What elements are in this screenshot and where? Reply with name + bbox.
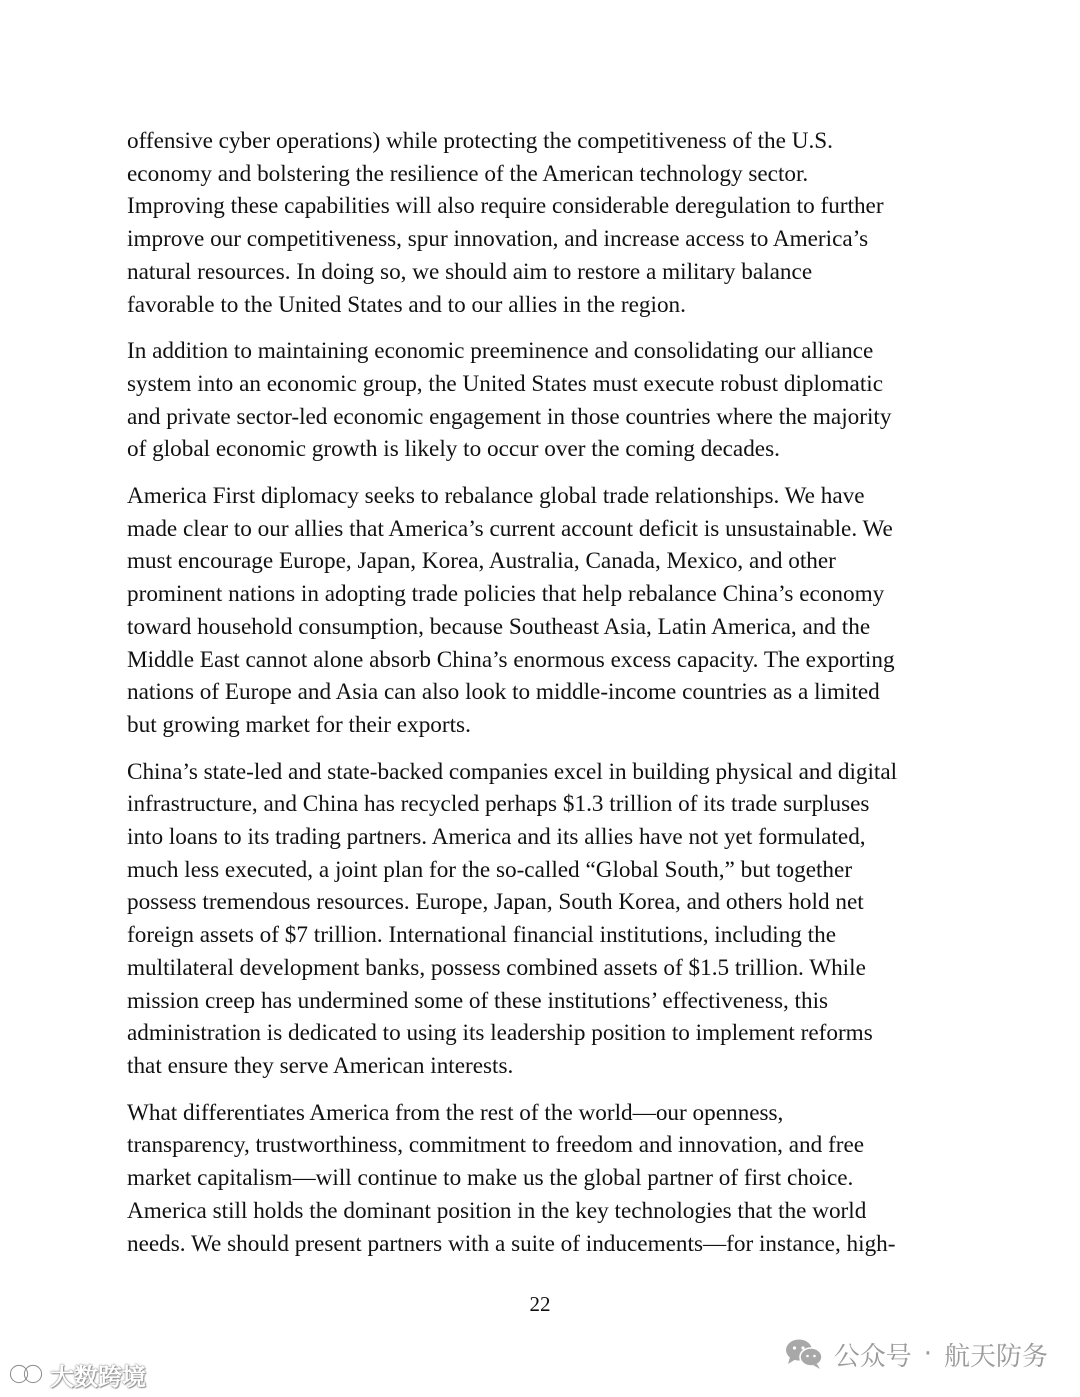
text-line: transparency, trustworthiness, commitment to freedom and innovation, and free (127, 1132, 865, 1159)
text-line: needs. We should present partners with a suite of inducements—for instance, high- (127, 1230, 896, 1257)
dashujuajing-logo-icon (8, 1360, 44, 1388)
text-line: administration is dedicated to using its leadership position to implement reforms (127, 1020, 873, 1047)
wechat-icon (784, 1337, 824, 1371)
paragraph (127, 125, 957, 321)
page-number: 22 (529, 1292, 551, 1316)
text-line: America First diplomacy seeks to rebalance global trade relationships. We have (127, 483, 865, 510)
watermark-separator: · (923, 1339, 932, 1369)
watermark-account-name: 航天防务 (943, 1341, 1048, 1372)
text-line: What differentiates America from the rest of the world—our openness, (127, 1099, 784, 1126)
text-line: much less executed, a joint plan for the so-called “Global South,” but together (127, 856, 853, 883)
text-line: foreign assets of $7 trillion. International financial institutions, including the (127, 922, 837, 949)
text-line: mission creep has undermined some of these institutions’ effectiveness, this (127, 987, 829, 1014)
text-line: into loans to its trading partners. America and its allies have not yet formulated, (127, 824, 866, 851)
text-line: nations of Europe and Asia can also look to middle-income countries as a limited (127, 679, 880, 706)
paragraph (127, 335, 957, 466)
text-line: Improving these capabilities will also require considerable deregulation to further (127, 193, 884, 220)
text-line: that ensure they serve American interests. (127, 1052, 514, 1079)
text-line: natural resources. In doing so, we should aim to restore a military balance (127, 258, 813, 285)
text-line: and private sector-led economic engagement in those countries where the majority (127, 403, 892, 430)
paragraph (127, 756, 957, 1083)
watermark-left-text: 大数跨境 (50, 1362, 146, 1391)
text-line: Middle East cannot alone absorb China’s enormous excess capacity. The exporting (127, 646, 895, 673)
text-line: America still holds the dominant position in the key technologies that the world (127, 1197, 867, 1224)
text-line: infrastructure, and China has recycled perhaps $1.3 trillion of its trade surpluses (127, 791, 870, 818)
paragraph (127, 480, 957, 742)
text-line: improve our competitiveness, spur innovation, and increase access to America’s (127, 226, 869, 253)
text-line: possess tremendous resources. Europe, Japan, South Korea, and others hold net (127, 889, 864, 916)
text-line: favorable to the United States and to our allies in the region. (127, 291, 686, 318)
text-line: prominent nations in adopting trade policies that help rebalance China’s economy (127, 581, 885, 608)
text-line: multilateral development banks, possess combined assets of $1.5 trillion. While (127, 954, 866, 981)
paragraph (127, 1097, 957, 1261)
text-line: system into an economic group, the United States must execute robust diplomatic (127, 370, 884, 397)
body-text (127, 125, 957, 1274)
text-line: offensive cyber operations) while protecting the competitiveness of the U.S. (127, 128, 833, 154)
text-line: market capitalism—will continue to make us the global partner of first choice. (127, 1165, 854, 1192)
watermark-left (8, 1356, 146, 1392)
text-line: In addition to maintaining economic preeminence and consolidating our alliance (127, 338, 874, 365)
text-line: economy and bolstering the resilience of the American technology sector. (127, 160, 809, 187)
text-line: of global economic growth is likely to occur over the coming decades. (127, 436, 780, 463)
text-line: must encourage Europe, Japan, Korea, Australia, Canada, Mexico, and other (127, 548, 836, 575)
text-line: toward household consumption, because Southeast Asia, Latin America, and the (127, 613, 871, 640)
text-line: made clear to our allies that America’s current account deficit is unsustainable. We (127, 515, 893, 542)
text-line: China’s state-led and state-backed companies excel in building physical and digital (127, 758, 898, 785)
watermark-right (784, 1334, 1048, 1374)
watermark-account-label: 公众号 (833, 1341, 912, 1372)
text-line: but growing market for their exports. (127, 711, 471, 738)
